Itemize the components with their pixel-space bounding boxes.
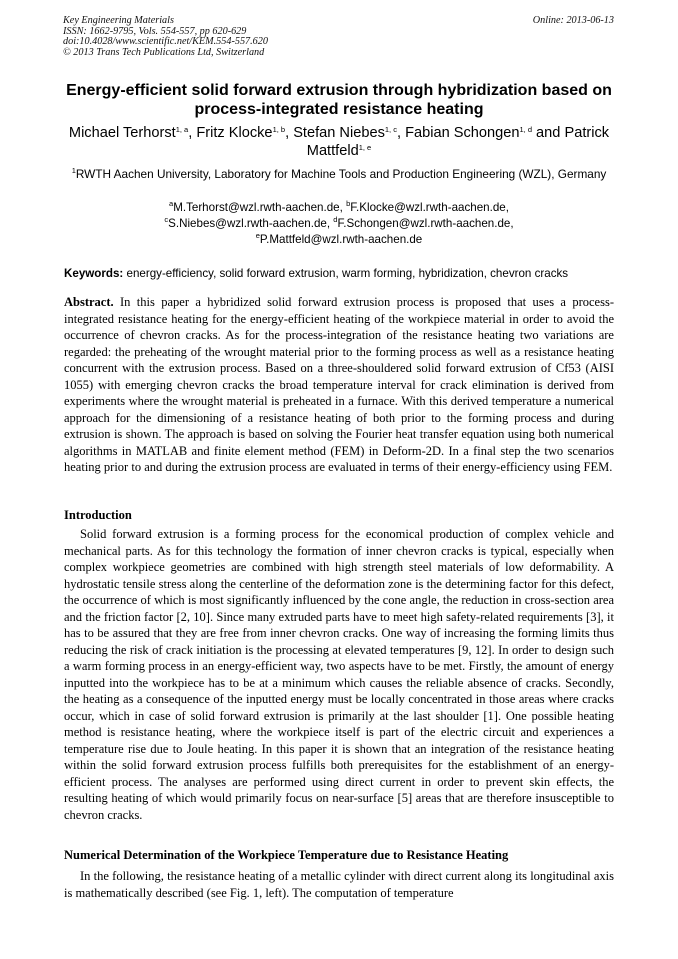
journal-header xyxy=(63,16,268,58)
author-list xyxy=(50,124,628,160)
online-date: Online: 2013-06-13 xyxy=(532,15,614,26)
author-separator: , xyxy=(188,125,197,141)
email-entry xyxy=(169,201,346,214)
email-mark: b xyxy=(346,199,351,208)
author-name: Fritz Klocke xyxy=(196,125,273,141)
email-entry xyxy=(256,233,423,246)
introduction-heading: Introduction xyxy=(64,508,132,522)
section-paragraph: In the following, the resistance heating of a metallic cylinder with direct current along its longitudinal axis is mathematically described (see Fig. 1, left). The computation of temperature xyxy=(64,869,614,900)
author-affiliation-mark: 1, e xyxy=(358,143,372,152)
keywords-text: energy-efficiency, solid forward extrusion, warm forming, hybridization, chevron cracks xyxy=(123,267,569,280)
email-list xyxy=(60,200,618,248)
abstract-label: Abstract. xyxy=(64,295,114,309)
abstract xyxy=(64,294,614,476)
journal-name: Key Engineering Materials xyxy=(63,15,174,26)
author xyxy=(196,125,293,141)
affiliation-mark: 1 xyxy=(71,166,76,175)
email-mark: c xyxy=(164,215,169,224)
author-name: Fabian Schongen xyxy=(405,125,520,141)
affiliation-text: RWTH Aachen University, Laboratory for Machine Tools and Production Engineering (WZL), Germany xyxy=(75,167,607,181)
email-address[interactable]: P.Mattfeld@wzl.rwth-aachen.de xyxy=(259,233,423,246)
copyright-line: © 2013 Trans Tech Publications Ltd, Switzerland xyxy=(63,46,265,58)
author xyxy=(69,125,196,141)
email-mark: d xyxy=(333,215,338,224)
author-name: Stefan Niebes xyxy=(293,125,385,141)
author-separator: and xyxy=(532,125,565,141)
keywords-label: Keywords: xyxy=(64,267,124,280)
email-separator: , xyxy=(505,201,509,214)
abstract-text: In this paper a hybridized solid forward extrusion process is proposed that uses a process-integrated resistance heating for the energy-efficient heating of the workpiece material in order to avoid the occurrence of chevron cracks. As for the process-integration of the resistance heating two variations are regarded: the preheating of the wrought material prior to the forming process as well as a resistance heating concurrent with the extrusion process. Based on a three-shouldered solid forward extrusion of Cf53 (AISI 1055) with emerging chevron cracks the broad temperature interval for crack elimination is derived from experiments where the wrought material is preheated in a furnace. With this derived temperature a numerical approach for the dimensioning of a resistance heating of both prior to the forming process and during extrusion is shown. The approach is based on solving the Fourier heat transfer equation using both numerical algorithms in MATLAB and finite element method (FEM) in Deform-2D. In a final step the two scenarios heating prior to and during the extrusion process are evaluated in terms of their energy-efficiency using FEM. xyxy=(64,295,614,474)
email-entry xyxy=(333,217,513,230)
email-mark: a xyxy=(169,199,174,208)
author-affiliation-mark: 1, b xyxy=(272,125,286,134)
keywords xyxy=(64,266,624,281)
author-separator: , xyxy=(396,125,406,141)
paper-title: Energy-efficient solid forward extrusion through hybridization based on process-integrated resistance heating xyxy=(66,82,612,118)
author-affiliation-mark: 1, d xyxy=(519,125,532,134)
email-entry xyxy=(164,217,333,230)
issn-line: ISSN: 1662-9795, Vols. 554-557, pp 620-629 xyxy=(63,25,247,37)
email-separator: , xyxy=(326,217,334,230)
doi-line[interactable]: doi:10.4028/www.scientific.net/KEM.554-557.620 xyxy=(63,36,268,48)
email-address[interactable]: S.Niebes@wzl.rwth-aachen.de xyxy=(168,217,327,230)
email-separator: , xyxy=(510,217,514,230)
author-affiliation-mark: 1, a xyxy=(175,125,189,134)
author-separator: , xyxy=(285,125,294,141)
email-address[interactable]: F.Klocke@wzl.rwth-aachen.de xyxy=(350,201,506,214)
introduction-paragraph: Solid forward extrusion is a forming process for the economical production of complex vehicle and mechanical parts. As for this technology the formation of inner chevron cracks is typical, especially when complex workpiece geometries are combined with high strength steel materials of low deformability. A hydrostatic tensile stress along the centerline of the deformation zone is the determining factor for this defect, the occurrence of which is most significantly influenced by the cone angle, the reduction in cross-section area and the friction factor [2, 10]. Since many extruded parts have to meet high safety-related requirements [3], it has to be assured that they are free from inner chevron cracks. One way of increasing the forming limits thus reducing the risk of crack initiation is the processing at elevated temperatures [9, 12]. In order to design such a warm forming process in an energy-efficient way, two aspects have to be met. Firstly, the amount of energy inputted into the workpiece has to be at a minimum which causes the reliable absence of cracks. Secondly, the heating as a consequence of the inputted energy must be locally concentrated in those areas where cracks occur, which in case of solid forward extrusion is primarily at the last shoulder [1]. One possible heating method is resistance heating, where the workpiece itself is part of the electric circuit and experiences a temperature rise due to Joule heating. In this paper it is shown that an integration of the resistance heating within the solid forward extrusion process fulfills both prerequisites for the establishment of an energy-efficient process. The analyses are performed using direct current in order to prevent skin effects, the resulting heating of which would primarily focus on near-surface [5] areas that are therefore insusceptible to chevron cracks. xyxy=(64,527,614,822)
author-name: Michael Terhorst xyxy=(68,125,176,141)
author-affiliation-mark: 1, c xyxy=(384,125,397,134)
author-name: Patrick Mattfeld xyxy=(306,125,610,159)
email-address[interactable]: M.Terhorst@wzl.rwth-aachen.de xyxy=(173,201,340,214)
email-address[interactable]: F.Schongen@wzl.rwth-aachen.de xyxy=(337,217,511,230)
email-separator: , xyxy=(339,201,347,214)
email-entry xyxy=(346,201,509,214)
author xyxy=(293,125,405,141)
affiliation xyxy=(60,166,618,183)
section-heading: Numerical Determination of the Workpiece Temperature due to Resistance Heating xyxy=(64,848,509,862)
email-mark: e xyxy=(255,231,260,240)
author xyxy=(405,125,564,141)
